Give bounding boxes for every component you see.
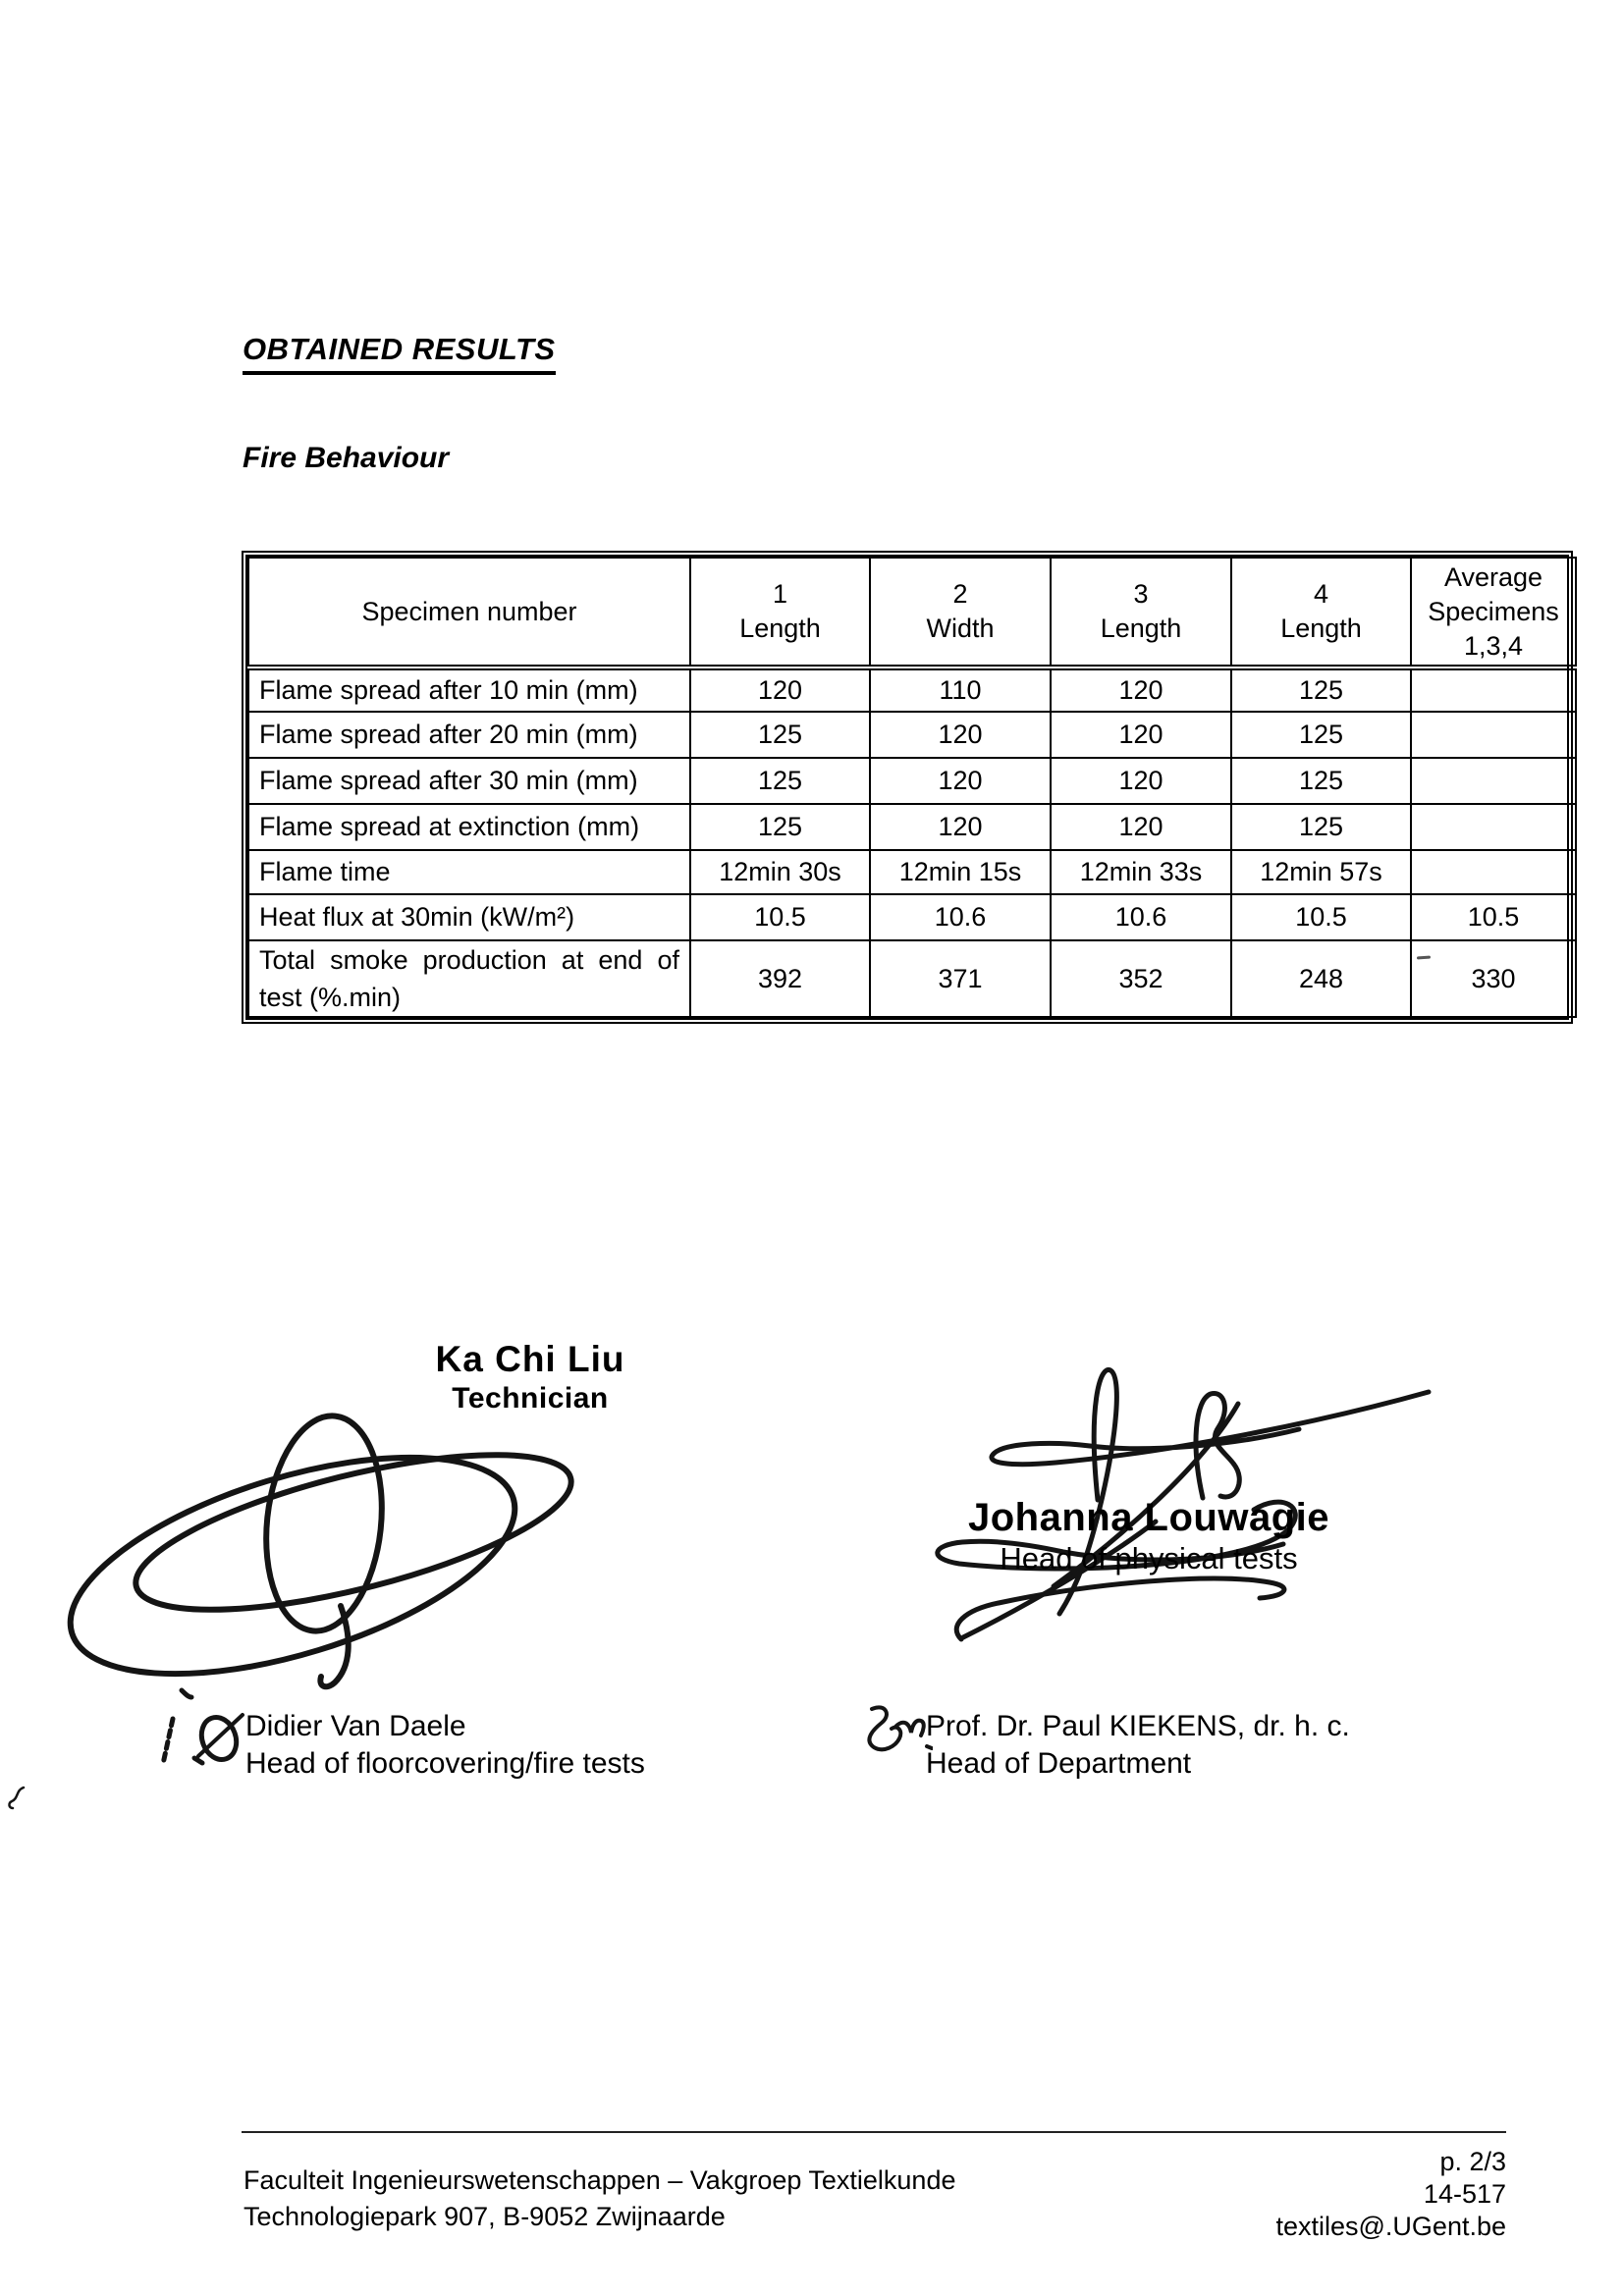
cell-value: 10.5	[690, 894, 870, 940]
footer-meta	[1275, 2146, 1506, 2243]
didier-pen-marks	[88, 1654, 260, 1777]
row-label: Flame spread after 20 min (mm)	[248, 712, 690, 758]
header-col-1: 1 Length	[690, 558, 870, 667]
cell-value: 120	[1051, 804, 1231, 850]
signer-block-right	[926, 1708, 1350, 1783]
cell-value: 125	[1231, 712, 1411, 758]
cell-value: 352	[1051, 940, 1231, 1017]
row-label: Flame spread after 10 min (mm)	[248, 667, 690, 712]
cell-value: 125	[1231, 758, 1411, 804]
cell-value: 12min 57s	[1231, 850, 1411, 894]
cell-value: 125	[690, 712, 870, 758]
cell-value: 330	[1411, 940, 1576, 1017]
fire-behaviour-table	[242, 551, 1573, 1024]
stamp-name: Johanna Louwagie	[967, 1496, 1330, 1539]
table-row	[248, 712, 1576, 758]
cell-value: 12min 33s	[1051, 850, 1231, 894]
row-label: Flame spread after 30 min (mm)	[248, 758, 690, 804]
cell-value: 125	[690, 804, 870, 850]
footer-org-line1: Faculteit Ingenieurswetenschappen – Vakgroep Textielkunde	[243, 2165, 956, 2195]
header-col-3: 3 Length	[1051, 558, 1231, 667]
cell-value: 10.6	[1051, 894, 1231, 940]
table-row	[248, 850, 1576, 894]
signer-title: Head of Department	[926, 1747, 1192, 1780]
row-label: Total smoke production at end of test (%.min)	[248, 940, 690, 1017]
cell-value: 10.5	[1411, 894, 1576, 940]
stamp-head-physical-tests	[947, 1496, 1350, 1576]
kiekens-initials-mark	[852, 1701, 933, 1762]
cell-value: 120	[870, 758, 1051, 804]
footer-org-line2: Technologiepark 907, B-9052 Zwijnaarde	[243, 2202, 726, 2231]
cell-value: 371	[870, 940, 1051, 1017]
signer-name: Prof. Dr. Paul KIEKENS, dr. h. c.	[926, 1710, 1350, 1742]
cell-value: 10.6	[870, 894, 1051, 940]
footer-divider	[242, 2131, 1506, 2133]
cell-value: 12min 30s	[690, 850, 870, 894]
cell-value	[1411, 804, 1576, 850]
footer-report-number: 14-517	[1423, 2179, 1506, 2209]
cell-value: 120	[690, 667, 870, 712]
table-row	[248, 940, 1576, 1017]
header-col-2: 2 Width	[870, 558, 1051, 667]
signer-block-left	[245, 1708, 645, 1783]
stamp-name: Ka Chi Liu	[435, 1339, 625, 1379]
table-row	[248, 894, 1576, 940]
stamp-title: Head of physical tests	[1000, 1541, 1298, 1575]
stamp-title: Technician	[452, 1382, 609, 1415]
cell-value	[1411, 667, 1576, 712]
header-specimen: Specimen number	[248, 558, 690, 667]
cell-value: 125	[1231, 804, 1411, 850]
row-label: Heat flux at 30min (kW/m²)	[248, 894, 690, 940]
section-title: OBTAINED RESULTS	[243, 332, 556, 375]
cell-value: 392	[690, 940, 870, 1017]
footer-page-number: p. 2/3	[1439, 2147, 1506, 2176]
signer-name: Didier Van Daele	[245, 1710, 466, 1742]
cell-value	[1411, 850, 1576, 894]
row-label: Flame time	[248, 850, 690, 894]
cell-value: 120	[1051, 758, 1231, 804]
page-edge-mark	[4, 1783, 33, 1814]
signer-title: Head of floorcovering/fire tests	[245, 1747, 645, 1780]
header-col-average: Average Specimens 1,3,4	[1411, 558, 1576, 667]
cell-value: 120	[870, 804, 1051, 850]
signature-left-scribble	[44, 1372, 653, 1701]
cell-value: 10.5	[1231, 894, 1411, 940]
subsection-title: Fire Behaviour	[243, 442, 450, 474]
cell-value: 125	[1231, 667, 1411, 712]
footer-email: textiles@.UGent.be	[1275, 2212, 1506, 2241]
cell-value: 120	[870, 712, 1051, 758]
row-label: Flame spread at extinction (mm)	[248, 804, 690, 850]
cell-value: 120	[1051, 712, 1231, 758]
footer-organisation	[243, 2163, 955, 2235]
cell-value: 12min 15s	[870, 850, 1051, 894]
table-row	[248, 804, 1576, 850]
header-col-4: 4 Length	[1231, 558, 1411, 667]
table-row	[248, 758, 1576, 804]
cell-value	[1411, 712, 1576, 758]
cell-value	[1411, 758, 1576, 804]
cell-value: 248	[1231, 940, 1411, 1017]
cell-value: 110	[870, 667, 1051, 712]
cell-value: 120	[1051, 667, 1231, 712]
table-row	[248, 667, 1576, 712]
table-header-row	[248, 558, 1576, 667]
cell-value: 125	[690, 758, 870, 804]
